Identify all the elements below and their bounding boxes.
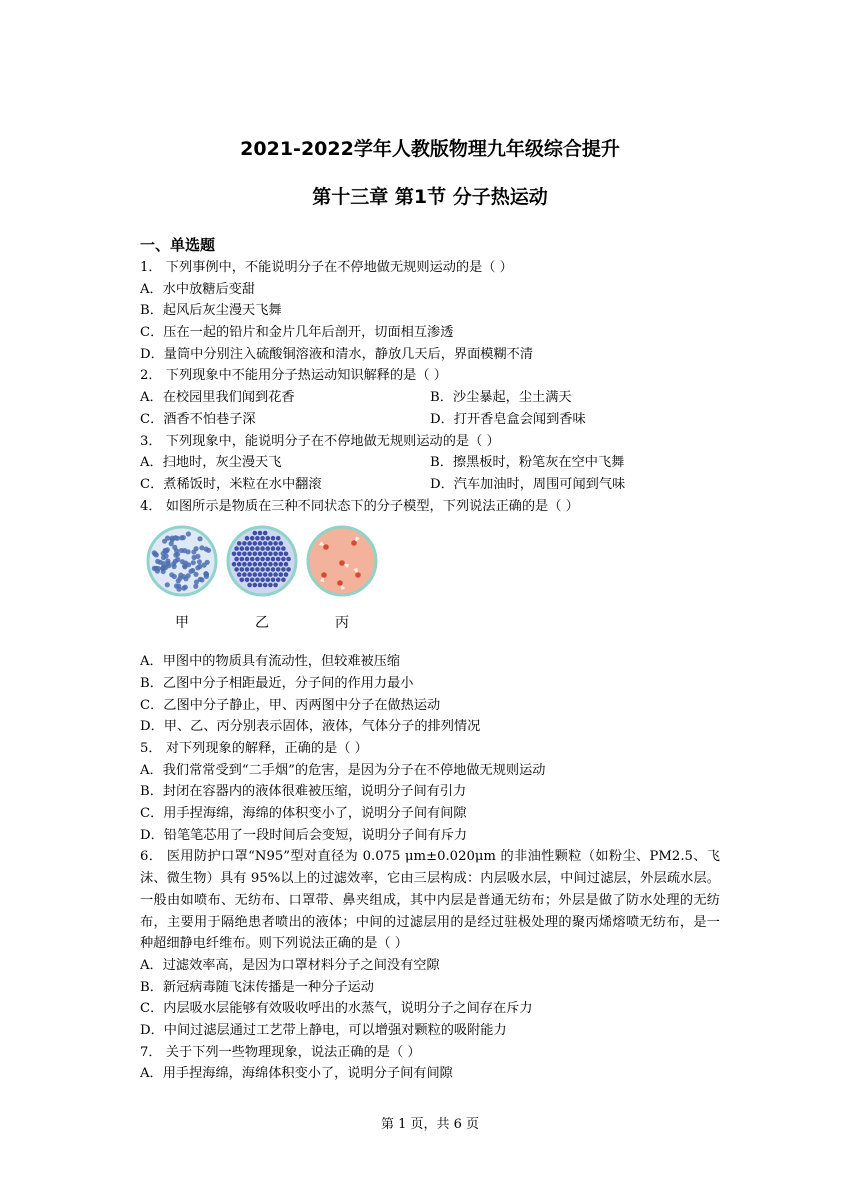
solid-molecule-diagram xyxy=(146,525,218,597)
question-2-options-row1 xyxy=(140,387,720,409)
question-4-option-b: B．乙图中分子相距最近，分子间的作用力最小 xyxy=(140,675,414,691)
question-4-option-c: C．乙图中分子静止，甲、丙两图中分子在做热运动 xyxy=(140,697,441,713)
question-1-option-b: B．起风后灰尘漫天飞舞 xyxy=(140,303,282,319)
question-2-option-d: D．打开香皂盒会闻到香味 xyxy=(430,411,586,427)
question-1-option-c: C．压在一起的铅片和金片几年后剖开，切面相互渗透 xyxy=(140,325,454,341)
question-7-option-a: A．用手捏海绵，海绵体积变小了，说明分子间有间隙 xyxy=(140,1066,453,1082)
figure-label-jia: 甲 xyxy=(175,615,189,632)
question-3-stem: 3． 下列现象中，能说明分子在不停地做无规则运动的是（ ） xyxy=(140,433,500,449)
question-6-option-a: A．过滤效率高，是因为口罩材料分子之间没有空隙 xyxy=(140,957,440,973)
question-3-option-d: D．汽车加油时，周围可闻到气味 xyxy=(430,476,626,492)
page-footer: 第 1 页，共 6 页 xyxy=(380,1117,480,1132)
chapter-title: 第十三章 第1节 分子热运动 xyxy=(312,186,548,208)
question-3-options-row1 xyxy=(140,452,720,474)
question-2-stem: 2． 下列现象中不能用分子热运动知识解释的是（ ） xyxy=(140,368,447,384)
question-2-option-a: A．在校园里我们闻到花香 xyxy=(140,390,295,406)
question-3-option-a: A．扫地时，灰尘漫天飞 xyxy=(140,455,282,471)
question-1-stem: 1． 下列事例中，不能说明分子在不停地做无规则运动的是（ ） xyxy=(140,260,513,275)
molecule-model-figure xyxy=(140,517,720,651)
question-4-stem: 4． 如图所示是物质在三种不同状态下的分子模型，下列说法正确的是（ ） xyxy=(140,498,579,514)
question-6-stem: 6． 医用防护口罩“N95”型对直径为 0.075 μm±0.020μm 的非油性颗粒（如粉尘、PM2.5、飞沫、微生物）具有 95%以上的过滤效率，它由三层构成：内层吸水层，中间过滤层，外层疏水层。一般由如喷布、无纺布、口罩带、鼻夹组成，其中内层是普通无纺布；外层是做了防水处理的无纺布，主要用于隔绝患者喷出的液体；中间的过滤层用的是经过驻极处理的聚丙烯熔喷无纺布，是一种超细静电纤维布。则下列说法正确的是（ ） xyxy=(140,849,720,952)
question-3-options-row2 xyxy=(140,474,720,496)
question-list xyxy=(140,257,720,1085)
question-5-option-a: A．我们常常受到“二手烟”的危害，是因为分子在不停地做无规则运动 xyxy=(140,762,546,778)
question-5-option-b: B．封闭在容器内的液体很难被压缩，说明分子间有引力 xyxy=(140,784,467,800)
question-2-options-row2 xyxy=(140,409,720,431)
question-3-option-c: C．煮稀饭时，米粒在水中翻滚 xyxy=(140,476,322,492)
gas-molecule-diagram xyxy=(306,525,378,597)
question-4-option-a: A．甲图中的物质具有流动性，但较难被压缩 xyxy=(140,654,401,670)
question-5-option-d: D．铅笔笔芯用了一段时间后会变短，说明分子间有斥力 xyxy=(140,827,468,843)
question-7-stem: 7． 关于下列一些物理现象，说法正确的是（ ） xyxy=(140,1044,421,1060)
question-2-option-c: C．酒香不怕巷子深 xyxy=(140,411,256,427)
figure-label-bing: 丙 xyxy=(335,615,349,632)
liquid-molecule-diagram xyxy=(226,525,298,597)
question-1-option-d: D．量筒中分别注入硫酸铜溶液和清水，静放几天后，界面模糊不清 xyxy=(140,346,534,362)
question-5-option-c: C．用手捏海绵，海绵的体积变小了，说明分子间有间隙 xyxy=(140,806,467,822)
question-5-stem: 5． 对下列现象的解释，正确的是（ ） xyxy=(140,741,368,756)
figure-label-yi: 乙 xyxy=(255,615,269,632)
question-2-option-b: B．沙尘暴起，尘土满天 xyxy=(430,390,572,406)
question-4-option-d: D．甲、乙、丙分别表示固体，液体，气体分子的排列情况 xyxy=(140,719,481,735)
section-heading: 一、单选题 xyxy=(140,236,216,254)
question-3-option-b: B．擦黑板时，粉笔灰在空中飞舞 xyxy=(430,455,625,471)
document-title: 2021-2022学年人教版物理九年级综合提升 xyxy=(240,138,620,160)
question-6-option-b: B．新冠病毒随飞沫传播是一种分子运动 xyxy=(140,979,374,995)
question-1-option-a: A．水中放糖后变甜 xyxy=(140,281,256,297)
question-6-option-d: D．中间过滤层通过工艺带上静电，可以增强对颗粒的吸附能力 xyxy=(140,1023,507,1039)
question-6-option-c: C．内层吸水层能够有效吸收呼出的水蒸气，说明分子之间存在斥力 xyxy=(140,1001,533,1017)
